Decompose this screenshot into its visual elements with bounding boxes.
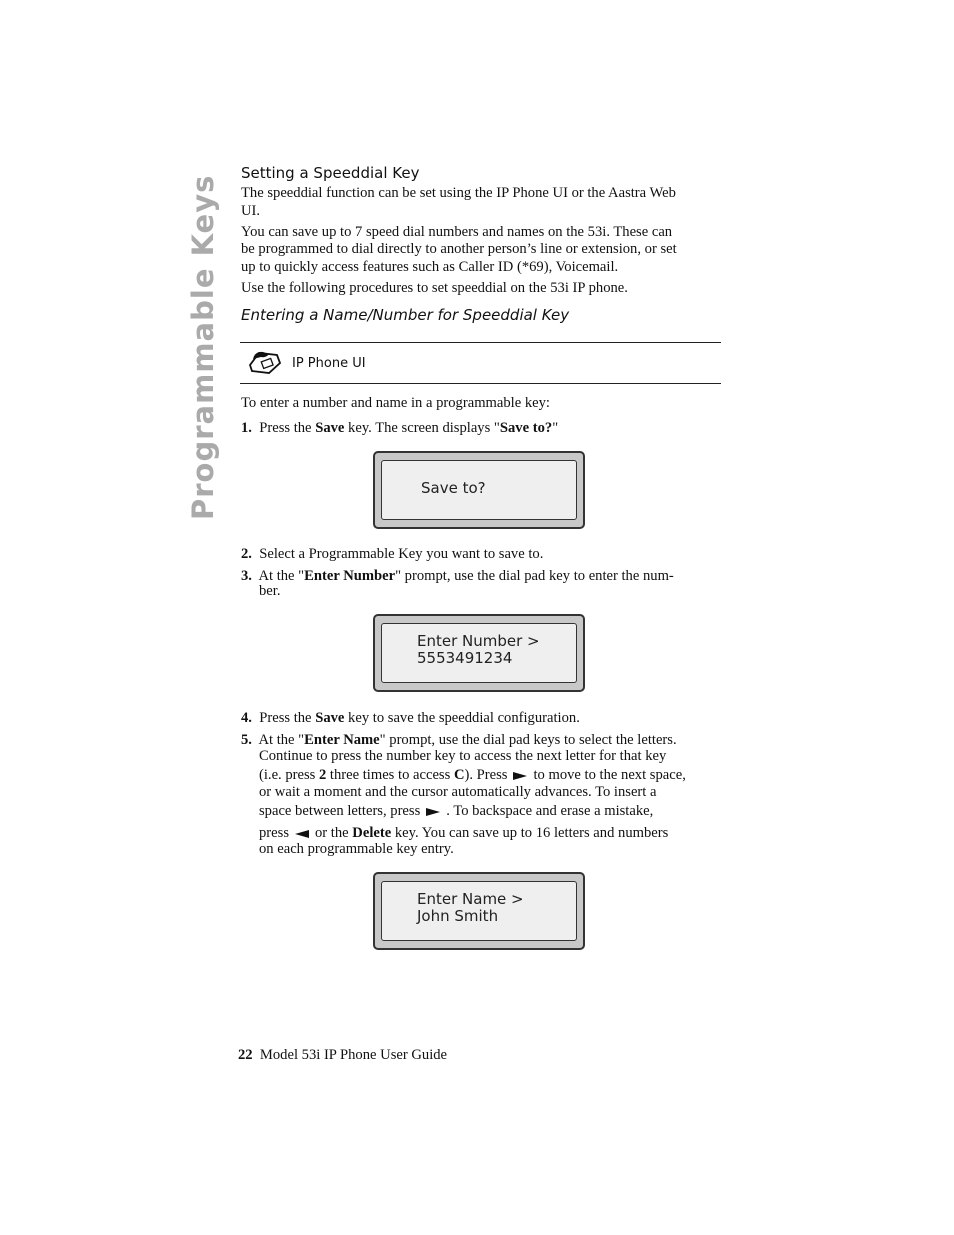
step-3-cont: ber. xyxy=(259,583,281,599)
right-arrow-key-icon xyxy=(426,808,440,816)
step-4: 4. Press the Save key to save the speeddial configuration. xyxy=(241,710,580,726)
lcd-screen-save xyxy=(373,451,585,529)
page-number: 22 xyxy=(238,1047,253,1063)
paragraph-line: Use the following procedures to set speeddial on the 53i IP phone. xyxy=(241,280,628,296)
step-1: 1. Press the Save key. The screen displays "Save to?" xyxy=(241,420,559,436)
step-5-line: on each programmable key entry. xyxy=(259,841,454,857)
step-5-line: press or the Delete key. You can save up to 16 letters and numbers xyxy=(259,825,669,841)
paragraph-line: You can save up to 7 speed dial numbers and names on the 53i. These can xyxy=(241,224,673,240)
step-3: 3. At the "Enter Number" prompt, use the dial pad key to enter the num- xyxy=(241,568,674,584)
step-2: 2. Select a Programmable Key you want to save to. xyxy=(241,546,544,562)
subheading: Entering a Name/Number for Speeddial Key xyxy=(241,306,570,324)
step-5-line: (i.e. press 2 three times to access C). Press to move to the next space, xyxy=(259,767,686,783)
right-arrow-key-icon xyxy=(513,772,527,780)
lead-text: To enter a number and name in a programmable key: xyxy=(241,395,550,411)
lcd-line: Save to? xyxy=(421,479,486,497)
paragraph-line: The speeddial function can be set using the IP Phone UI or the Aastra Web xyxy=(241,185,676,201)
lcd-line: John Smith xyxy=(417,907,499,925)
lcd-line: 5553491234 xyxy=(417,649,513,667)
paragraph-line: UI. xyxy=(241,203,261,219)
paragraph-line: be programmed to dial directly to another person’s line or extension, or set xyxy=(241,241,677,257)
left-arrow-key-icon xyxy=(295,830,309,838)
lcd-screen-name xyxy=(373,872,585,950)
step-5-line: Continue to press the number key to access the next letter for that key xyxy=(259,748,667,764)
ui-label: IP Phone UI xyxy=(292,356,366,371)
lcd-line: Enter Name > xyxy=(417,890,524,908)
footer xyxy=(238,1047,447,1064)
step-5-line: or wait a moment and the cursor automatically advances. To insert a xyxy=(259,784,657,800)
phone-icon xyxy=(247,349,283,380)
footer-title: Model 53i IP Phone User Guide xyxy=(259,1047,448,1063)
step-5-line: space between letters, press . To backspace and erase a mistake, xyxy=(259,803,654,819)
section-title: Setting a Speeddial Key xyxy=(241,164,420,182)
divider xyxy=(240,383,721,384)
lcd-line: Enter Number > xyxy=(417,632,540,650)
side-title: Programmable Keys xyxy=(186,174,220,520)
paragraph-line: up to quickly access features such as Caller ID (*69), Voicemail. xyxy=(241,259,619,275)
divider xyxy=(240,342,721,343)
lcd-screen-number xyxy=(373,614,585,692)
step-5: 5. At the "Enter Name" prompt, use the dial pad keys to select the letters. xyxy=(241,732,677,748)
